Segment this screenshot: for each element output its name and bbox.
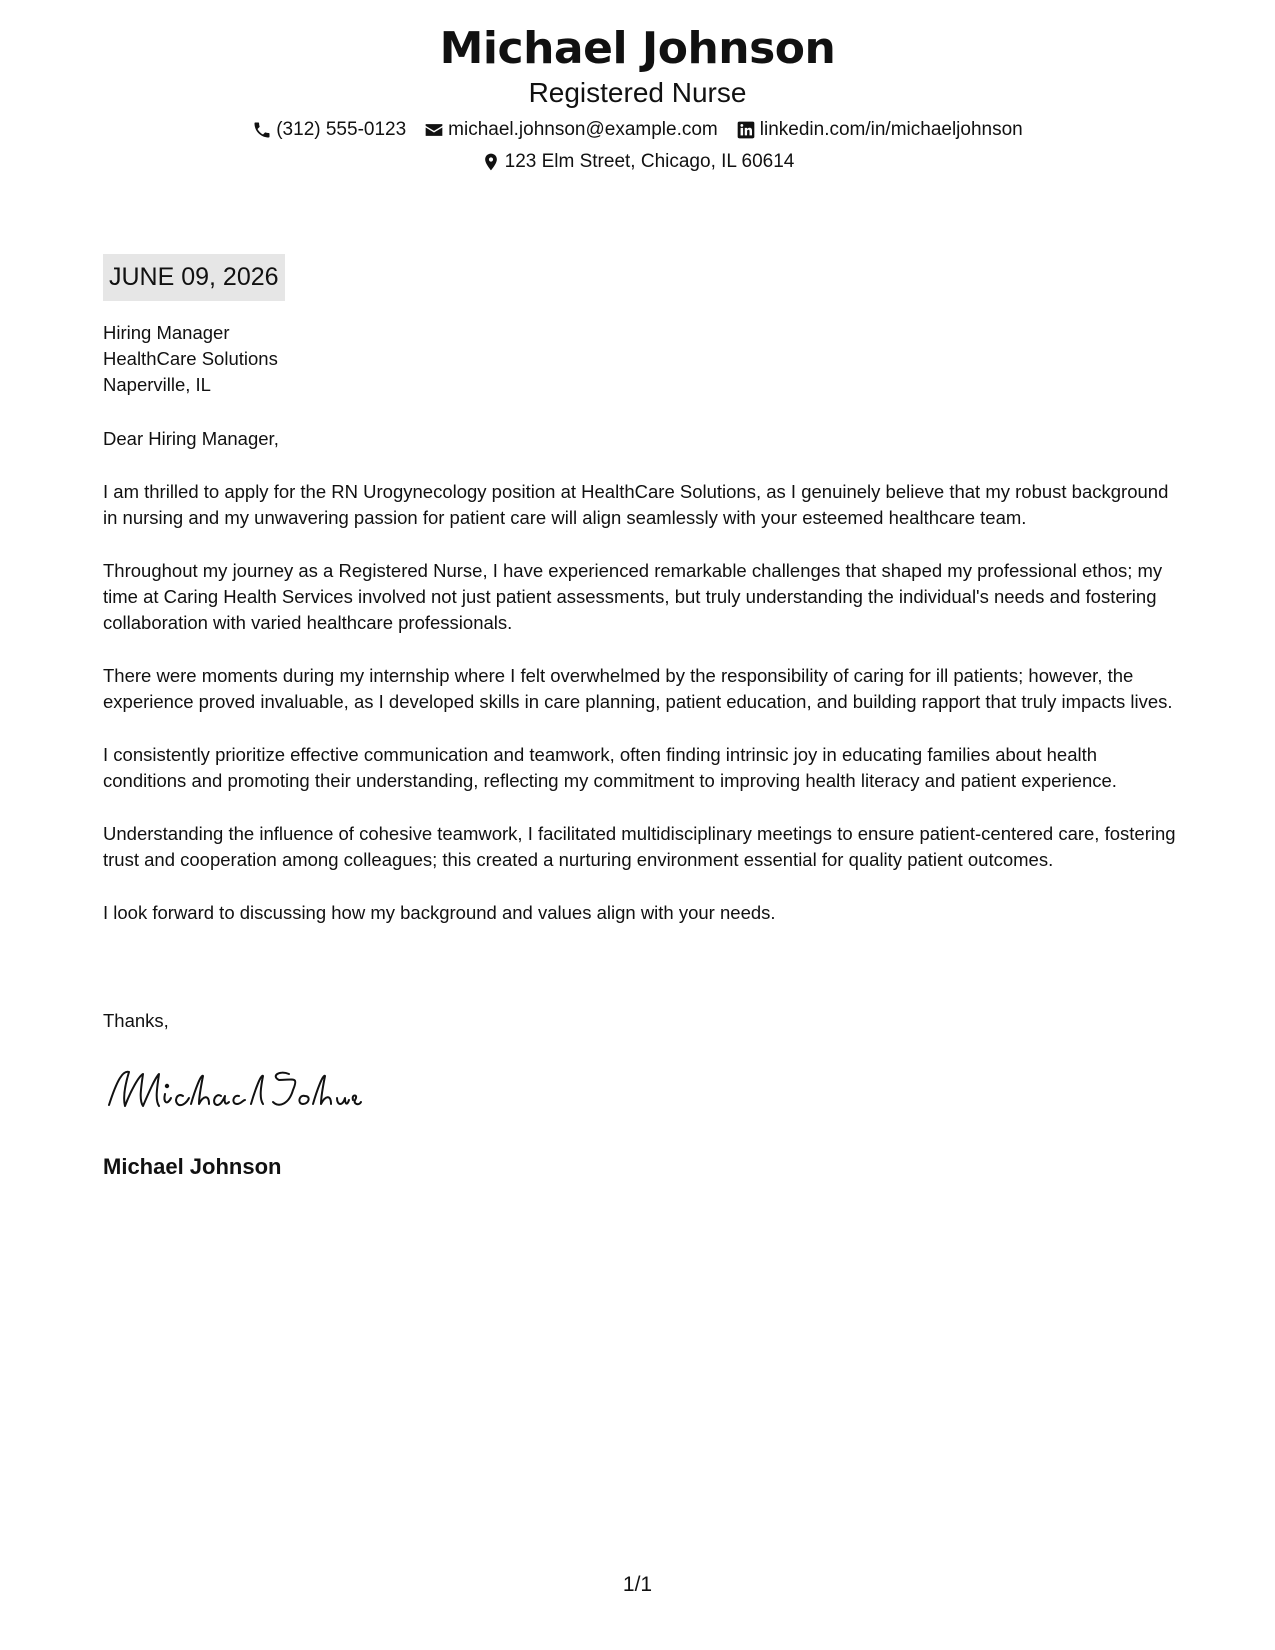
email-text[interactable]: michael.johnson@example.com bbox=[448, 119, 718, 140]
map-pin-icon bbox=[481, 152, 501, 172]
applicant-role: Registered Nurse bbox=[528, 77, 747, 108]
body-paragraph: Throughout my journey as a Registered Nurse, I have experienced remarkable challenges that shaped my professional ethos; my time at Caring Health Services involved not just patient assessments, but truly understanding the individual's needs and fostering collaboration with varied healthcare professionals. bbox=[103, 560, 1163, 633]
phone-icon bbox=[252, 120, 272, 140]
body-paragraph: I look forward to discussing how my background and values align with your needs. bbox=[103, 902, 776, 923]
contact-linkedin[interactable] bbox=[736, 118, 1023, 142]
letter-body bbox=[103, 426, 1178, 953]
page-number: 1/1 bbox=[622, 1573, 653, 1596]
letter-date: JUNE 09, 2026 bbox=[103, 254, 285, 301]
recipient-location: Naperville, IL bbox=[103, 374, 211, 395]
letter-header bbox=[0, 22, 1275, 174]
closing: Thanks, bbox=[103, 1010, 169, 1031]
contact-address bbox=[481, 150, 795, 174]
contact-row bbox=[0, 118, 1275, 142]
body-paragraph: I am thrilled to apply for the RN Urogynecology position at HealthCare Solutions, as I genuinely believe that my robust background in nursing and my unwavering passion for patient care will align seamlessly with your esteemed healthcare team. bbox=[103, 481, 1169, 528]
phone-text: (312) 555-0123 bbox=[276, 119, 407, 140]
salutation: Dear Hiring Manager, bbox=[103, 428, 279, 449]
recipient-block bbox=[103, 320, 278, 398]
recipient-company: HealthCare Solutions bbox=[103, 348, 278, 369]
contact-phone bbox=[252, 118, 406, 142]
body-paragraph: There were moments during my internship where I felt overwhelmed by the responsibility of caring for ill patients; however, the experience proved invaluable, as I developed skills in care planning, patient education, and building rapport that truly impacts lives. bbox=[103, 665, 1173, 712]
address-text: 123 Elm Street, Chicago, IL 60614 bbox=[504, 151, 795, 172]
handwritten-signature bbox=[103, 1060, 363, 1120]
signer-name: Michael Johnson bbox=[103, 1154, 282, 1179]
contact-email[interactable] bbox=[424, 118, 718, 142]
envelope-icon bbox=[424, 120, 444, 140]
address-row bbox=[0, 150, 1275, 174]
linkedin-icon bbox=[736, 120, 756, 140]
linkedin-text[interactable]: linkedin.com/in/michaeljohnson bbox=[759, 119, 1023, 140]
body-paragraph: Understanding the influence of cohesive teamwork, I facilitated multidisciplinary meetings to ensure patient-centered care, fostering trust and cooperation among colleagues; this created a nurturing environment essential for quality patient outcomes. bbox=[103, 823, 1176, 870]
recipient-title: Hiring Manager bbox=[103, 322, 230, 343]
body-paragraph: I consistently prioritize effective communication and teamwork, often finding intrinsic joy in educating families about health conditions and promoting their understanding, reflecting my commitment to improving health literacy and patient experience. bbox=[103, 744, 1117, 791]
applicant-name: Michael Johnson bbox=[439, 23, 836, 74]
